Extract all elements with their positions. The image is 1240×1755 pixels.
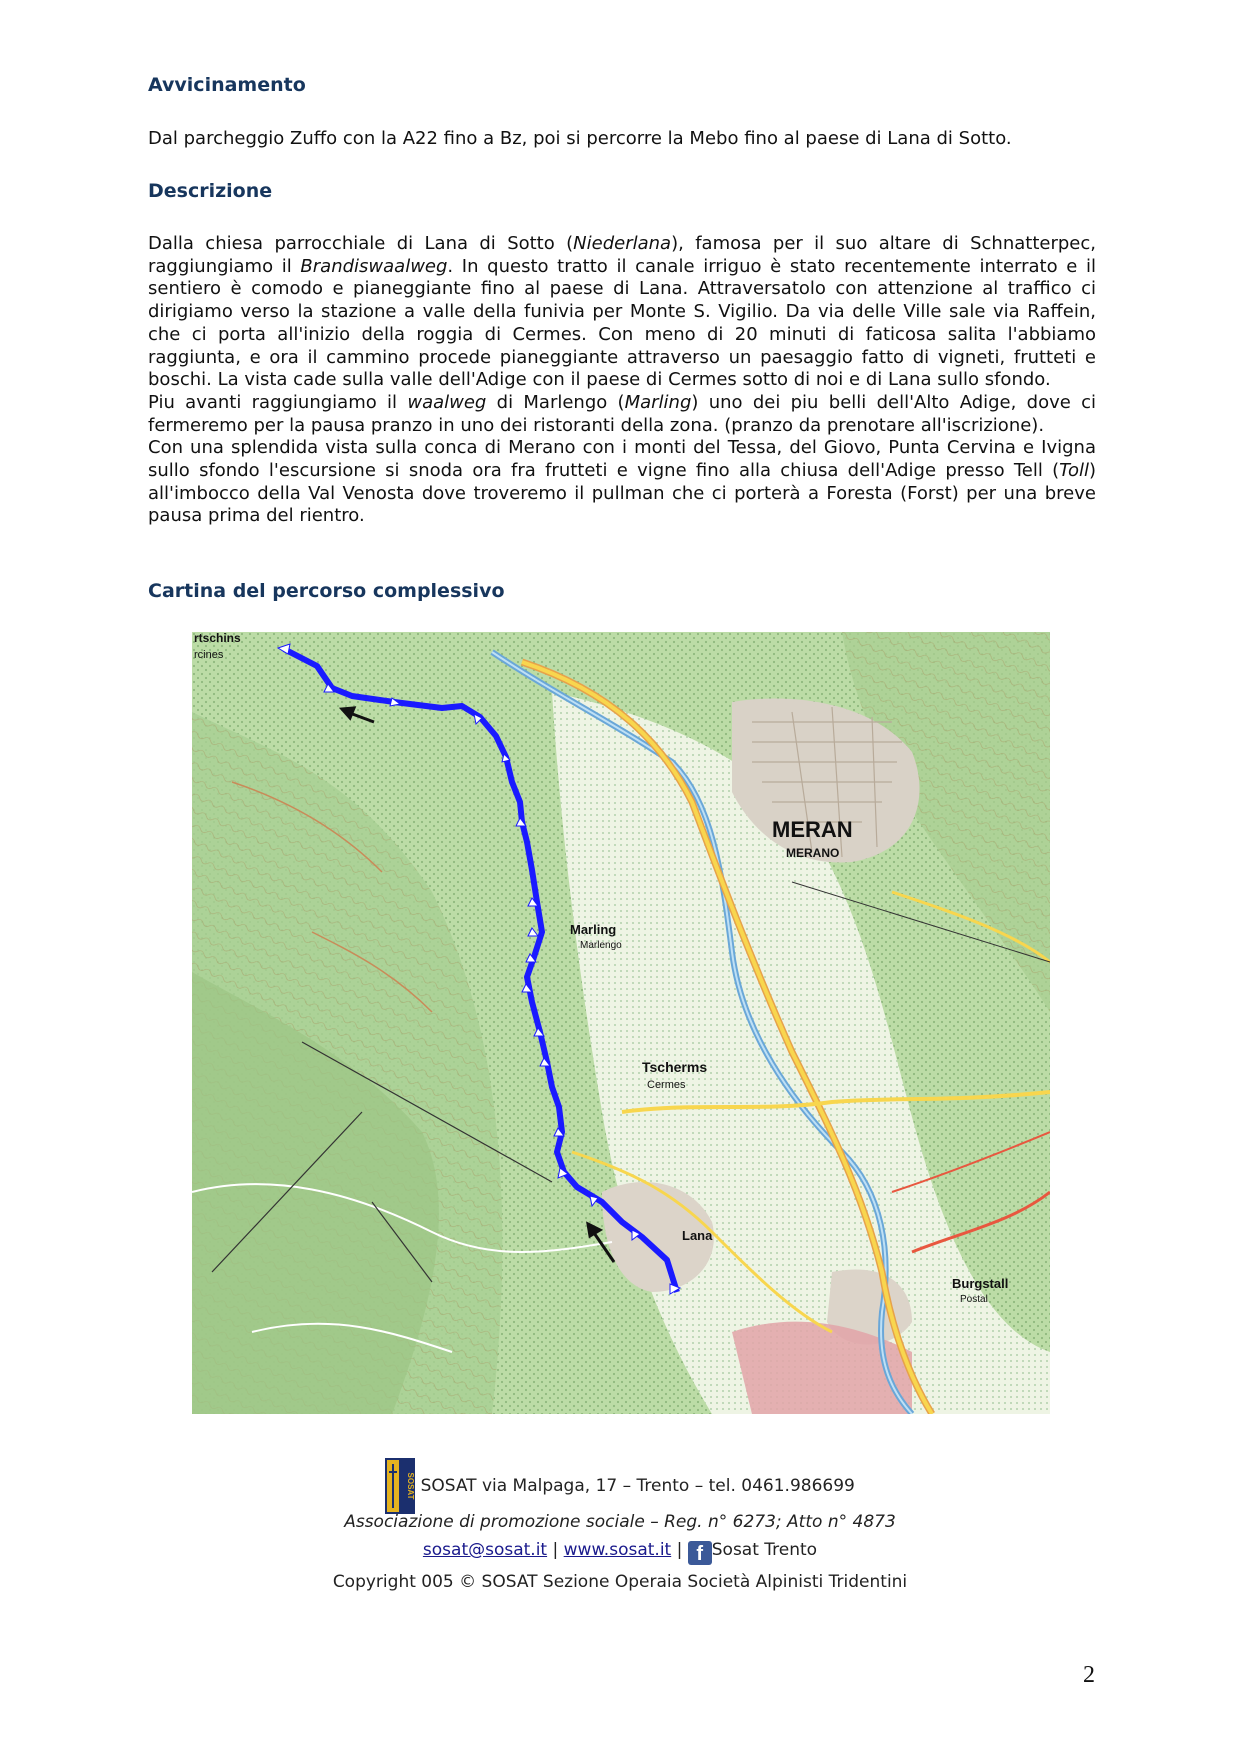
approach-heading: Avvicinamento xyxy=(148,74,306,96)
map-label-cermes: Cermes xyxy=(647,1079,686,1091)
map-label-lana: Lana xyxy=(682,1228,713,1243)
facebook-icon[interactable]: f xyxy=(688,1541,712,1565)
separator: | xyxy=(552,1540,559,1560)
footer-association: Associazione di promozione sociale – Reg. n° 6273; Atto n° 4873 xyxy=(344,1512,896,1532)
website-link[interactable]: www.sosat.it xyxy=(563,1540,672,1560)
route-map xyxy=(192,632,1050,1414)
map-label-marling: Marling xyxy=(570,922,617,937)
separator: | xyxy=(676,1540,683,1560)
map-label-tscherms: Tscherms xyxy=(642,1059,708,1075)
description-paragraph-2: Piu avanti raggiungiamo il waalweg di Marlengo (Marling) uno dei piu belli dell'Alto Adige, dove ci fermeremo per la pausa pranzo in uno dei ristoranti della zona. (pranzo da prenotare all'iscrizione). xyxy=(148,391,1096,436)
footer-address: SOSAT via Malpaga, 17 – Trento – tel. 0461.986699 xyxy=(420,1476,855,1496)
sosat-logo xyxy=(385,1458,415,1514)
facebook-link[interactable]: Sosat Trento xyxy=(711,1540,818,1560)
description-heading: Descrizione xyxy=(148,180,273,202)
description-paragraph-1: Dalla chiesa parrocchiale di Lana di Sotto (Niederlana), famosa per il suo altare di Schnatterpec, raggiungiamo il Brandiswaalweg. In questo tratto il canale irriguo è stato recentemente interrato e il sentiero è comodo e pianeggiante fino al paese di Lana. Attraversatolo con attenzione al traffico ci dirigiamo verso la stazione a valle della funivia per Monte S. Vigilio. Da via delle Ville sale via Raffein, che ci porta all'inizio della roggia di Cermes. Con meno di 20 minuti di faticosa salita l'abbiamo raggiunta, e ora il cammino procede pianeggiante attraverso un paesaggio fatto di vigneti, frutteti e boschi. La vista cade sulla valle dell'Adige con il paese di Cermes sotto di noi e di Lana sullo sfondo. xyxy=(148,233,1096,391)
map-label-marlengo: Marlengo xyxy=(580,940,622,951)
approach-text: Dal parcheggio Zuffo con la A22 fino a Bz, poi si percorre la Mebo fino al paese di Lana di Sotto. xyxy=(148,128,1012,149)
map-label-parcines: rcines xyxy=(194,649,224,661)
map-label-partschins: rtschins xyxy=(194,632,241,645)
map-heading: Cartina del percorso complessivo xyxy=(148,580,505,602)
map-label-postal: Postal xyxy=(960,1294,988,1305)
footer-copyright: Copyright 005 © SOSAT Sezione Operaia Società Alpinisti Tridentini xyxy=(332,1572,908,1592)
description-body xyxy=(148,233,1096,528)
email-link[interactable]: sosat@sosat.it xyxy=(422,1540,548,1560)
logo-text: SOSAT xyxy=(406,1472,416,1500)
map-label-merano: MERANO xyxy=(786,846,840,860)
footer-links xyxy=(0,1540,1240,1565)
map-label-meran: MERAN xyxy=(772,817,853,842)
description-paragraph-3: Con una splendida vista sulla conca di Merano con i monti del Tessa, del Giovo, Punta Cervina e Ivigna sullo sfondo l'escursione si snoda ora fra frutteti e vigne fino alla chiusa dell'Adige presso Tell (Toll) all'imbocco della Val Venosta dove troveremo il pullman che ci porterà a Foresta (Forst) per una breve pausa prima del rientro. xyxy=(148,437,1096,527)
page-number: 2 xyxy=(1083,1662,1095,1688)
footer-address-line xyxy=(0,1458,1240,1514)
map-label-burgstall: Burgstall xyxy=(952,1276,1009,1291)
